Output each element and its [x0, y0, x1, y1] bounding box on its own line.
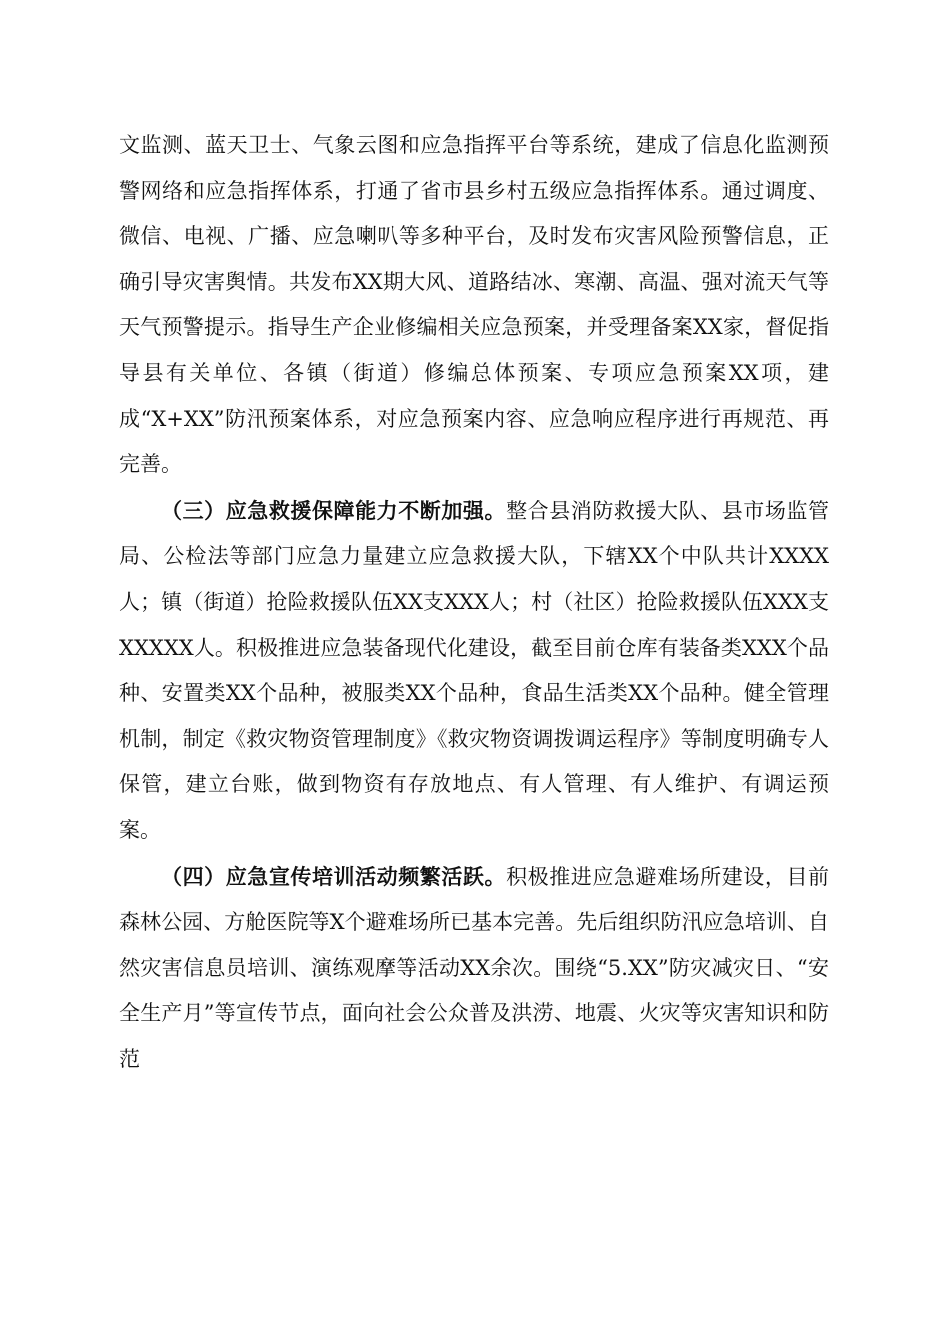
- paragraph-2: [119, 488, 829, 854]
- paragraph-1: [119, 123, 829, 488]
- section-heading-3: （三）应急救援保障能力不断加强。: [161, 497, 507, 523]
- paragraph-1-body: 文监测、蓝天卫士、气象云图和应急指挥平台等系统，建成了信息化监测预警网络和应急指挥体系，打通了省市县乡村五级应急指挥体系。通过调度、微信、电视、广播、应急喇叭等多种平台，及时发布灾害风险预警信息，正确引导灾害舆情。共发布XX期大风、道路结冰、寒潮、高温、强对流天气等天气预警提示。指导生产企业修编相关应急预案，并受理备案XX家，督促指导县有关单位、各镇（街道）修编总体预案、专项应急预案XX项，建成“X+XX”防汛预案体系，对应急预案内容、应急响应程序进行再规范、再完善。: [119, 133, 829, 477]
- document-body: [119, 123, 829, 1082]
- paragraph-3: [119, 854, 829, 1083]
- paragraph-2-body: 整合县消防救援大队、县市场监管局、公检法等部门应急力量建立应急救援大队，下辖XX个中队共计XXXX人；镇（街道）抢险救援队伍XX支XXX人；村（社区）抢险救援队伍XXX支XXXXX人。积极推进应急装备现代化建设，截至目前仓库有装备类XXX个品种、安置类XX个品种，被服类XX个品种，食品生活类XX个品种。健全管理机制，制定《救灾物资管理制度》《救灾物资调拨调运程序》等制度明确专人保管，建立台账，做到物资有存放地点、有人管理、有人维护、有调运预案。: [119, 498, 830, 842]
- paragraph-3-body: 积极推进应急避难场所建设，目前森林公园、方舱医院等X个避难场所已基本完善。先后组织防汛应急培训、自然灾害信息员培训、演练观摩等活动XX余次。围绕“5.XX”防灾减灾日、“安全生产月”等宣传节点，面向社会公众普及洪涝、地震、火灾等灾害知识和防范: [119, 864, 830, 1071]
- section-heading-4: （四）应急宣传培训活动频繁活跃。: [161, 863, 507, 889]
